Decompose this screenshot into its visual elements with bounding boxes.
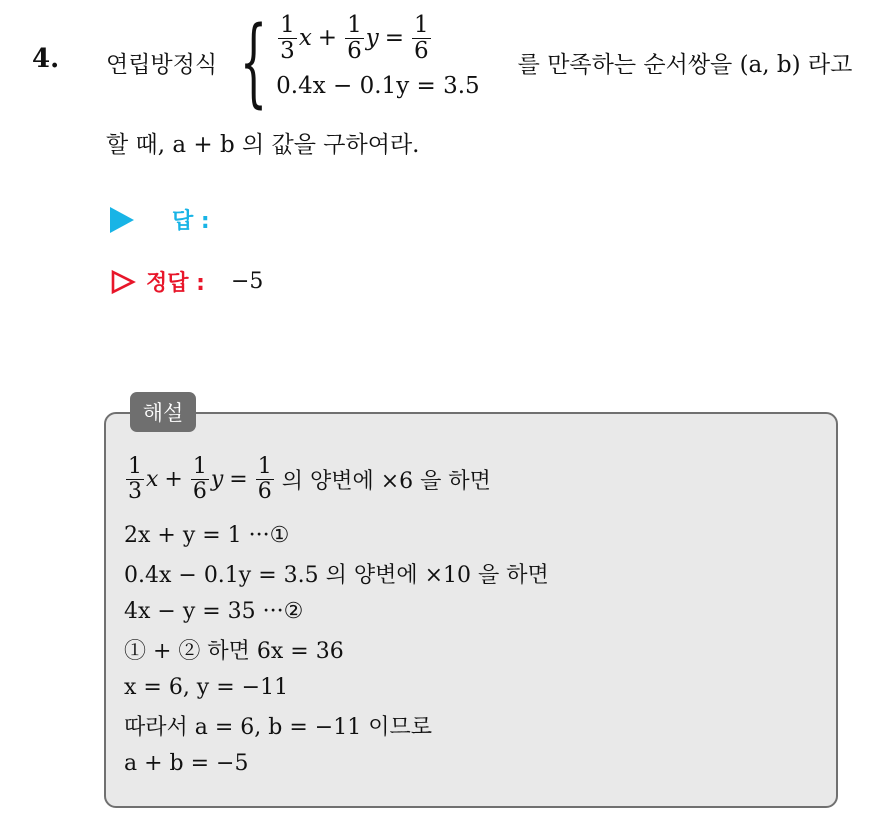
explanation-line: 2x + y = 1 ···① xyxy=(124,522,290,548)
fraction-numerator: 1 xyxy=(128,454,142,480)
question-continuation: 를 만족하는 순서쌍을 (a, b) 라고 xyxy=(517,51,853,78)
equation-2: 0.4x − 0.1y = 3.5 xyxy=(276,73,480,99)
fraction xyxy=(278,13,297,62)
fraction xyxy=(345,13,364,62)
operator: + xyxy=(164,466,183,492)
fraction-denominator: 3 xyxy=(280,37,295,64)
fraction-numerator: 1 xyxy=(192,454,207,480)
answer-label: 답 : xyxy=(172,209,210,234)
fraction xyxy=(126,455,144,502)
left-brace-icon: { xyxy=(239,6,268,118)
explanation-line xyxy=(124,448,824,510)
explanation-content xyxy=(124,448,824,782)
fraction-numerator: 1 xyxy=(414,12,429,39)
fraction-denominator: 6 xyxy=(257,478,272,504)
explanation-line: x = 6, y = −11 xyxy=(124,674,289,700)
explanation-line: 0.4x − 0.1y = 3.5 의 양변에 ×10 을 하면 xyxy=(124,562,549,588)
play-triangle-icon xyxy=(110,207,134,233)
operator: = xyxy=(384,25,404,51)
fraction-denominator: 6 xyxy=(347,37,362,64)
variable: x xyxy=(298,25,312,51)
question-line-1 xyxy=(106,6,853,118)
operator: + xyxy=(317,25,338,51)
explanation-line: 따라서 a = 6, b = −11 이므로 xyxy=(124,714,432,740)
fraction xyxy=(412,13,431,62)
question-line-2: 할 때, a + b 의 값을 구하여라. xyxy=(106,132,420,158)
variable: x xyxy=(146,466,159,492)
fraction-numerator: 1 xyxy=(257,454,272,480)
explanation-text: 의 양변에 ×6 을 하면 xyxy=(281,468,491,494)
fraction-numerator: 1 xyxy=(347,12,362,39)
explanation-tag: 해설 xyxy=(130,392,196,432)
question-number: 4. xyxy=(32,44,60,74)
fraction-denominator: 3 xyxy=(128,478,142,504)
correct-answer-row xyxy=(110,266,263,297)
variable: y xyxy=(210,466,224,492)
fraction xyxy=(256,455,274,502)
explanation-line: ① + ② 하면 6x = 36 xyxy=(124,638,344,664)
fraction-denominator: 6 xyxy=(414,37,429,64)
fraction-numerator: 1 xyxy=(280,12,295,39)
answer-row xyxy=(110,204,210,235)
outline-triangle-icon xyxy=(110,269,136,295)
variable: y xyxy=(365,25,379,51)
equation-list xyxy=(276,14,480,110)
explanation-line: 4x − y = 35 ···② xyxy=(124,598,304,624)
correct-answer-value: −5 xyxy=(230,269,264,294)
equation-system xyxy=(223,6,480,118)
operator: = xyxy=(229,466,248,492)
question-intro: 연립방정식 xyxy=(106,51,218,78)
explanation-line: a + b = −5 xyxy=(124,750,249,776)
correct-answer-label: 정답 : xyxy=(146,271,205,296)
fraction-denominator: 6 xyxy=(192,478,207,504)
fraction xyxy=(191,455,209,502)
equation-1 xyxy=(276,14,480,62)
